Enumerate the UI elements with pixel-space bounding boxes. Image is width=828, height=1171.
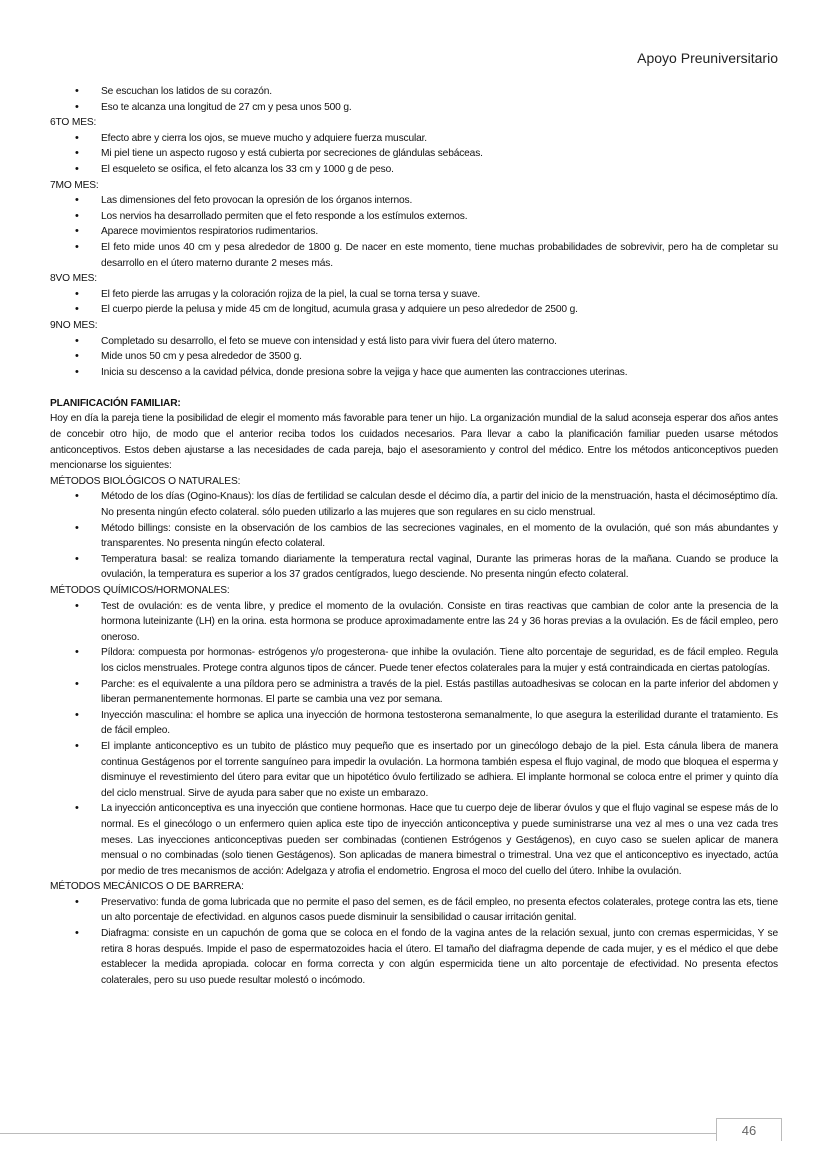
section-heading: MÉTODOS QUÍMICOS/HORMONALES:	[50, 585, 230, 596]
footer-divider	[0, 1133, 780, 1134]
list-item: • La inyección anticonceptiva es una inyección que contiene hormonas. Hace que tu cuerpo deje de liberar óvulos y que el flujo vaginal se espese más de lo normal. Es el ginecólogo o un enfermero quien aplica este tipo de inyección anticonceptiva y puede suministrarse una vez al mes o una vez cada tres meses. Las inyecciones anticonceptivas pueden ser combinadas (contienen Estrógenos y Gestágenos), en cuyo caso se suelen aplicar de manera mensual o no combinadas (solo tienen Gestágenos). Son aplicadas de manera bimestral o trimestral. Una vez que el anticonceptivo es inyectado, actúa por medio de tres mecanismos de acción: Adelgaza y atrofia el endometrio. Engrosa el moco del cuello del útero. Inhibe la ovulación.	[50, 801, 778, 879]
section-heading: MÉTODOS MECÁNICOS O DE BARRERA:	[50, 881, 244, 893]
list-item: • Se escuchan los latidos de su corazón.	[50, 84, 778, 100]
list-item: • El esqueleto se osifica, el feto alcanza los 33 cm y 1000 g de peso.	[50, 162, 778, 178]
bullet-list	[50, 287, 778, 318]
list-item: • Completado su desarrollo, el feto se mueve con intensidad y está listo para vivir fuera del útero materno.	[50, 334, 778, 350]
section-title: PLANIFICACIÓN FAMILIAR:	[50, 397, 181, 409]
document-body	[50, 84, 778, 988]
bullet-list	[50, 131, 778, 178]
spacer	[50, 380, 778, 396]
list-item: • El feto mide unos 40 cm y pesa alrededor de 1800 g. De nacer en este momento, tiene muchas probabilidades de sobrevivir, pero ha de completar su desarrollo en el útero materno durante 2 meses más.	[50, 240, 778, 271]
bullet-list	[50, 895, 778, 989]
list-item: • Inicia su descenso a la cavidad pélvica, donde presiona sobre la vejiga y hace que aumenten las contracciones uterinas.	[50, 365, 778, 381]
list-item: • Las dimensiones del feto provocan la opresión de los órganos internos.	[50, 193, 778, 209]
list-item: • Eso te alcanza una longitud de 27 cm y pesa unos 500 g.	[50, 100, 778, 116]
list-item: • Temperatura basal: se realiza tomando diariamente la temperatura rectal vaginal, Durante las primeras horas de la mañana. Cuando se produce la ovulación, la temperatura es superior a los 37 grados centígrados, luego desciende. No presenta ningún efecto colateral.	[50, 552, 778, 583]
bullet-list	[50, 489, 778, 583]
list-item: • Método billings: consiste en la observación de los cambios de las secreciones vaginales, en el momento de la ovulación, qué son más abundantes y transparentes. No presenta ningún efecto colateral.	[50, 521, 778, 552]
section-heading: 6TO MES:	[50, 117, 97, 129]
list-item: • Aparece movimientos respiratorios rudimentarios.	[50, 224, 778, 240]
list-item: • Diafragma: consiste en un capuchón de goma que se coloca en el fondo de la vagina antes de la relación sexual, junto con cremas espermicidas, Y se retira 8 horas después. Impide el paso de espermatozoides hacia el útero. El tamaño del diafragma depende de cada mujer, y es el médico el que debe establecer la medida apropiada. colocar en forma correcta y con algún espermicida tiene un alto porcentaje de efectividad. No presenta efectos colaterales, pero su uso puede resultar molestó o incómodo.	[50, 926, 778, 988]
page-header-title: Apoyo Preuniversitario	[637, 50, 778, 66]
list-item: • El feto pierde las arrugas y la coloración rojiza de la piel, la cual se torna tersa y suave.	[50, 287, 778, 303]
page-number: 46	[716, 1118, 782, 1141]
list-item: • Test de ovulación: es de venta libre, y predice el momento de la ovulación. Consiste en tiras reactivas que cambian de color ante la presencia de la hormona luteinizante (LH) en la orina. esta hormona se produce aproximadamente entre las 24 y 36 horas previas a la ovulación. Es de fácil empleo, pero oneroso.	[50, 599, 778, 646]
list-item: • Mide unos 50 cm y pesa alrededor de 3500 g.	[50, 349, 778, 365]
section-heading: 7MO MES:	[50, 179, 99, 191]
list-item: • Píldora: compuesta por hormonas- estrógenos y/o progesterona- que inhibe la ovulación. Tiene alto porcentaje de seguridad, es de fácil empleo. Regula los ciclos menstruales. Protege contra algunos tipos de cáncer. Puede tener efectos colaterales para la mujer y está contraindicada en ciertas patologías.	[50, 645, 778, 676]
list-item: • Parche: es el equivalente a una píldora pero se administra a través de la piel. Estás pastillas autoadhesivas se colocan en la parte inferior del abdomen y liberan permanentemente hormonas. El parte se cambia una vez por semana.	[50, 677, 778, 708]
list-item: • Método de los días (Ogino-Knaus): los días de fertilidad se calculan desde el décimo día, a partir del inicio de la menstruación, hasta el décimoséptimo día. No presenta ningún efecto colateral. sólo pueden utilizarlo a las mujeres que son regulares en su ciclo menstrual.	[50, 489, 778, 520]
bullet-list	[50, 334, 778, 381]
section-heading: MÉTODOS BIOLÓGICOS O NATURALES:	[50, 475, 241, 487]
list-item: • El cuerpo pierde la pelusa y mide 45 cm de longitud, acumula grasa y adquiere un peso alrededor de 2500 g.	[50, 302, 778, 318]
list-item: • El implante anticonceptivo es un tubito de plástico muy pequeño que es insertado por un ginecólogo debajo de la piel. Esta cánula libera de manera continua Gestágenos por el torrente sanguíneo para impedir la ovulación. La hormona también espesa el flujo vaginal, de modo que bloquea el esperma y disminuye el revestimiento del útero para evitar que un hipotético óvulo fertilizado se adhiera. El implante hormonal se coloca entre el primer y quinto día del ciclo menstrual. Sirve de ayuda para saber que no existe un embarazo.	[50, 739, 778, 801]
bullet-list	[50, 193, 778, 271]
list-item: • Inyección masculina: el hombre se aplica una inyección de hormona testosterona semanalmente, lo que asegura la esterilidad durante el tratamiento. Es de fácil empleo.	[50, 708, 778, 739]
list-item: • Efecto abre y cierra los ojos, se mueve mucho y adquiere fuerza muscular.	[50, 131, 778, 147]
list-item: • Mi piel tiene un aspecto rugoso y está cubierta por secreciones de glándulas sebáceas.	[50, 146, 778, 162]
section-heading: 9NO MES:	[50, 319, 98, 331]
paragraph: Hoy en día la pareja tiene la posibilidad de elegir el momento más favorable para tener un hijo. La organización mundial de la salud aconseja esperar dos años antes de concebir otro hijo, de modo que el anterior reciba todos los cuidados necesarios. Para llevar a cabo la planificación familiar pueden usarse métodos anticonceptivos. Estos deben ajustarse a las necesidades de cada pareja, bajo el asesoramiento y control del médico. Entre los métodos anticonceptivos pueden mencionarse los siguientes:	[50, 413, 778, 472]
bullet-list	[50, 84, 778, 115]
list-item: • Preservativo: funda de goma lubricada que no permite el paso del semen, es de fácil empleo, no presenta efectos colaterales, protege contra las ets, tiene un alto porcentaje de efectividad. en algunos casos puede disminuir la sensibilidad o causar irritación genital.	[50, 895, 778, 926]
list-item: • Los nervios ha desarrollado permiten que el feto responde a los estímulos externos.	[50, 209, 778, 225]
bullet-list	[50, 599, 778, 880]
section-heading: 8VO MES:	[50, 273, 97, 285]
